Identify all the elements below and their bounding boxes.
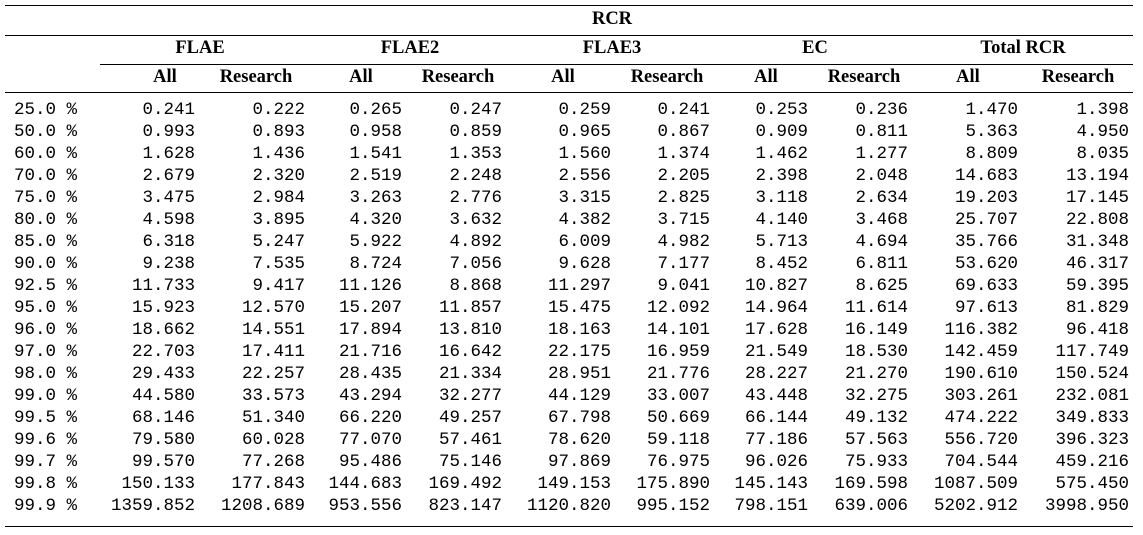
table-cell: 995.152 — [636, 496, 710, 516]
table-cell: 1.398 — [1076, 100, 1129, 120]
table-cell: 12.570 — [241, 298, 305, 318]
percentile-label: 97.0 % — [14, 342, 78, 362]
table-cell: 15.475 — [547, 298, 611, 318]
table-cell: 175.890 — [636, 474, 710, 494]
table-cell: 16.149 — [844, 320, 908, 340]
table-cell: 43.448 — [744, 386, 808, 406]
table-cell: 59.118 — [646, 430, 710, 450]
percentile-label: 99.6 % — [14, 430, 78, 450]
table-row — [5, 429, 1133, 451]
table-row — [5, 297, 1133, 319]
table-row — [5, 165, 1133, 187]
percentile-label: 50.0 % — [14, 122, 78, 142]
percentile-label: 80.0 % — [14, 210, 78, 230]
table-cell: 3.895 — [252, 210, 305, 230]
percentile-label: 96.0 % — [14, 320, 78, 340]
table-cell: 704.544 — [944, 452, 1018, 472]
table-cell: 556.720 — [944, 430, 1018, 450]
table-row — [5, 473, 1133, 495]
table-cell: 575.450 — [1055, 474, 1129, 494]
table-cell: 177.843 — [231, 474, 305, 494]
table-cell: 21.716 — [338, 342, 402, 362]
table-cell: 66.144 — [744, 408, 808, 428]
table-cell: 22.703 — [131, 342, 195, 362]
table-cell: 9.041 — [657, 276, 710, 296]
table-cell: 1087.509 — [933, 474, 1018, 494]
table-cell: 1.541 — [349, 144, 402, 164]
table-cell: 0.859 — [449, 122, 502, 142]
table-cell: 474.222 — [944, 408, 1018, 428]
table-cell: 8.452 — [755, 254, 808, 274]
group-header: FLAE3 — [582, 38, 642, 58]
table-cell: 4.892 — [449, 232, 502, 252]
table-cell: 31.348 — [1065, 232, 1129, 252]
table-cell: 32.277 — [438, 386, 502, 406]
table-cell: 2.398 — [755, 166, 808, 186]
table-cell: 21.549 — [744, 342, 808, 362]
table-cell: 76.975 — [646, 452, 710, 472]
table-row — [5, 319, 1133, 341]
percentile-label: 95.0 % — [14, 298, 78, 318]
header-rule — [5, 92, 1133, 93]
table-cell: 78.620 — [547, 430, 611, 450]
table-cell: 15.207 — [338, 298, 402, 318]
table-cell: 8.625 — [855, 276, 908, 296]
table-cell: 22.257 — [241, 364, 305, 384]
table-cell: 3.475 — [142, 188, 195, 208]
group-header: FLAE — [175, 38, 225, 58]
table-cell: 16.959 — [646, 342, 710, 362]
table-cell: 2.205 — [657, 166, 710, 186]
table-cell: 0.236 — [855, 100, 908, 120]
table-row — [5, 495, 1133, 517]
column-header: Research — [219, 67, 293, 87]
table-row — [5, 407, 1133, 429]
table-cell: 2.984 — [252, 188, 305, 208]
table-cell: 8.724 — [349, 254, 402, 274]
table-cell: 77.186 — [744, 430, 808, 450]
table-cell: 4.598 — [142, 210, 195, 230]
table-cell: 18.530 — [844, 342, 908, 362]
table-row — [5, 253, 1133, 275]
percentile-label: 99.8 % — [14, 474, 78, 494]
table-cell: 22.808 — [1065, 210, 1129, 230]
percentile-label: 70.0 % — [14, 166, 78, 186]
percentile-label: 25.0 % — [14, 100, 78, 120]
table-cell: 96.418 — [1065, 320, 1129, 340]
table-cell: 11.126 — [338, 276, 402, 296]
table-cell: 14.683 — [954, 166, 1018, 186]
table-cell: 0.253 — [755, 100, 808, 120]
table-cell: 190.610 — [944, 364, 1018, 384]
table-cell: 116.382 — [944, 320, 1018, 340]
table-cell: 60.028 — [241, 430, 305, 450]
table-cell: 3.468 — [855, 210, 908, 230]
table-cell: 17.628 — [744, 320, 808, 340]
table-cell: 19.203 — [954, 188, 1018, 208]
table-cell: 97.869 — [547, 452, 611, 472]
table-cell: 79.580 — [131, 430, 195, 450]
table-cell: 28.951 — [547, 364, 611, 384]
table-row — [5, 143, 1133, 165]
table-cell: 10.827 — [744, 276, 808, 296]
table-cell: 21.270 — [844, 364, 908, 384]
table-cell: 13.810 — [438, 320, 502, 340]
table-cell: 6.009 — [558, 232, 611, 252]
table-cell: 349.833 — [1055, 408, 1129, 428]
percentile-label: 75.0 % — [14, 188, 78, 208]
table-cell: 69.633 — [954, 276, 1018, 296]
table-cell: 66.220 — [338, 408, 402, 428]
table-row — [5, 187, 1133, 209]
percentile-label: 99.0 % — [14, 386, 78, 406]
table-cell: 9.628 — [558, 254, 611, 274]
table-cell: 8.035 — [1076, 144, 1129, 164]
table-row — [5, 99, 1133, 121]
table-cell: 0.965 — [558, 122, 611, 142]
table-cell: 3.263 — [349, 188, 402, 208]
table-cell: 32.275 — [844, 386, 908, 406]
column-header: Research — [1041, 67, 1115, 87]
table-cell: 99.570 — [131, 452, 195, 472]
table-cell: 3.315 — [558, 188, 611, 208]
table-cell: 1359.852 — [110, 496, 195, 516]
top-rule — [5, 5, 1133, 6]
column-header: All — [551, 67, 575, 87]
table-cell: 0.993 — [142, 122, 195, 142]
table-cell: 823.147 — [428, 496, 502, 516]
table-cell: 142.459 — [944, 342, 1018, 362]
table-cell: 28.435 — [338, 364, 402, 384]
table-cell: 169.598 — [834, 474, 908, 494]
table-cell: 22.175 — [547, 342, 611, 362]
table-cell: 75.933 — [844, 452, 908, 472]
table-cell: 2.825 — [657, 188, 710, 208]
column-header: All — [754, 67, 778, 87]
table-cell: 50.669 — [646, 408, 710, 428]
table-cell: 0.247 — [449, 100, 502, 120]
group-header: FLAE2 — [380, 38, 440, 58]
column-header: Research — [630, 67, 704, 87]
table-cell: 639.006 — [834, 496, 908, 516]
bottom-rule — [5, 526, 1133, 527]
table-cell: 2.634 — [855, 188, 908, 208]
table-row — [5, 209, 1133, 231]
table-cell: 144.683 — [328, 474, 402, 494]
table-cell: 16.642 — [438, 342, 502, 362]
percentile-label: 60.0 % — [14, 144, 78, 164]
table-cell: 95.486 — [338, 452, 402, 472]
table-cell: 9.417 — [252, 276, 305, 296]
table-cell: 11.857 — [438, 298, 502, 318]
percentile-label: 99.7 % — [14, 452, 78, 472]
percentile-label: 99.5 % — [14, 408, 78, 428]
table-cell: 1.560 — [558, 144, 611, 164]
table-cell: 3.632 — [449, 210, 502, 230]
table-cell: 28.227 — [744, 364, 808, 384]
table-cell: 17.145 — [1065, 188, 1129, 208]
table-cell: 7.535 — [252, 254, 305, 274]
table-cell: 3998.950 — [1044, 496, 1129, 516]
table-cell: 1120.820 — [526, 496, 611, 516]
percentile-label: 90.0 % — [14, 254, 78, 274]
percentile-label: 99.9 % — [14, 496, 78, 516]
table-cell: 5.247 — [252, 232, 305, 252]
table-cell: 17.894 — [338, 320, 402, 340]
table-cell: 77.070 — [338, 430, 402, 450]
table-cell: 150.133 — [121, 474, 195, 494]
table-cell: 53.620 — [954, 254, 1018, 274]
table-cell: 11.297 — [547, 276, 611, 296]
table-row — [5, 451, 1133, 473]
table-cell: 57.563 — [844, 430, 908, 450]
table-cell: 11.614 — [844, 298, 908, 318]
table-cell: 8.868 — [449, 276, 502, 296]
table-cell: 0.811 — [855, 122, 908, 142]
table-cell: 33.573 — [241, 386, 305, 406]
table-cell: 67.798 — [547, 408, 611, 428]
table-cell: 14.101 — [646, 320, 710, 340]
table-cell: 44.129 — [547, 386, 611, 406]
table-cell: 5202.912 — [933, 496, 1018, 516]
table-cell: 44.580 — [131, 386, 195, 406]
table-cell: 145.143 — [734, 474, 808, 494]
table-cell: 0.241 — [657, 100, 710, 120]
table-cell: 96.026 — [744, 452, 808, 472]
table-cell: 4.950 — [1076, 122, 1129, 142]
group-header: Total RCR — [980, 38, 1066, 58]
table-row — [5, 275, 1133, 297]
table-cell: 0.222 — [252, 100, 305, 120]
table-title: RCR — [591, 9, 633, 29]
table-cell: 4.694 — [855, 232, 908, 252]
table-cell: 14.551 — [241, 320, 305, 340]
table-cell: 3.715 — [657, 210, 710, 230]
table-cell: 169.492 — [428, 474, 502, 494]
table-cell: 5.713 — [755, 232, 808, 252]
table-cell: 21.776 — [646, 364, 710, 384]
table-cell: 14.964 — [744, 298, 808, 318]
table-cell: 25.707 — [954, 210, 1018, 230]
table-cell: 0.909 — [755, 122, 808, 142]
table-cell: 1208.689 — [220, 496, 305, 516]
column-header: Research — [827, 67, 901, 87]
table-cell: 15.923 — [131, 298, 195, 318]
table-cell: 0.265 — [349, 100, 402, 120]
table-cell: 2.320 — [252, 166, 305, 186]
table-cell: 97.613 — [954, 298, 1018, 318]
table-cell: 7.056 — [449, 254, 502, 274]
table-cell: 12.092 — [646, 298, 710, 318]
table-row — [5, 121, 1133, 143]
table-cell: 21.334 — [438, 364, 502, 384]
group-header: EC — [802, 38, 828, 58]
table-cell: 0.241 — [142, 100, 195, 120]
column-header: All — [153, 67, 177, 87]
table-cell: 9.238 — [142, 254, 195, 274]
table-cell: 1.353 — [449, 144, 502, 164]
table-cell: 396.323 — [1055, 430, 1129, 450]
table-cell: 35.766 — [954, 232, 1018, 252]
table-cell: 117.749 — [1055, 342, 1129, 362]
table-cell: 2.519 — [349, 166, 402, 186]
table-cell: 149.153 — [537, 474, 611, 494]
table-cell: 2.776 — [449, 188, 502, 208]
table-cell: 1.436 — [252, 144, 305, 164]
table-row — [5, 231, 1133, 253]
percentile-label: 92.5 % — [14, 276, 78, 296]
table-cell: 1.628 — [142, 144, 195, 164]
percentile-label: 98.0 % — [14, 364, 78, 384]
table-cell: 49.257 — [438, 408, 502, 428]
title-rule — [5, 35, 1133, 36]
table-cell: 57.461 — [438, 430, 502, 450]
table-cell: 68.146 — [131, 408, 195, 428]
table-cell: 4.320 — [349, 210, 402, 230]
table-cell: 5.363 — [965, 122, 1018, 142]
table-cell: 150.524 — [1055, 364, 1129, 384]
percentile-label: 85.0 % — [14, 232, 78, 252]
table-cell: 51.340 — [241, 408, 305, 428]
column-header: Research — [421, 67, 495, 87]
table-cell: 303.261 — [944, 386, 1018, 406]
table-row — [5, 363, 1133, 385]
table-cell: 459.216 — [1055, 452, 1129, 472]
group-rule — [100, 64, 1133, 65]
table-cell: 33.007 — [646, 386, 710, 406]
table-cell: 13.194 — [1065, 166, 1129, 186]
table-cell: 0.958 — [349, 122, 402, 142]
table-cell: 1.374 — [657, 144, 710, 164]
table-cell: 232.081 — [1055, 386, 1129, 406]
table-cell: 46.317 — [1065, 254, 1129, 274]
table-cell: 7.177 — [657, 254, 710, 274]
table-cell: 2.248 — [449, 166, 502, 186]
table-row — [5, 341, 1133, 363]
table-cell: 11.733 — [131, 276, 195, 296]
table-cell: 0.867 — [657, 122, 710, 142]
table-cell: 18.662 — [131, 320, 195, 340]
table-cell: 75.146 — [438, 452, 502, 472]
table-cell: 77.268 — [241, 452, 305, 472]
table-cell: 1.277 — [855, 144, 908, 164]
table-cell: 17.411 — [241, 342, 305, 362]
table-cell: 49.132 — [844, 408, 908, 428]
table-row — [5, 385, 1133, 407]
table-cell: 6.318 — [142, 232, 195, 252]
table-cell: 43.294 — [338, 386, 402, 406]
table-cell: 4.382 — [558, 210, 611, 230]
table-cell: 6.811 — [855, 254, 908, 274]
column-header: All — [349, 67, 373, 87]
table-cell: 81.829 — [1065, 298, 1129, 318]
table-cell: 18.163 — [547, 320, 611, 340]
table-cell: 1.470 — [965, 100, 1018, 120]
table-cell: 8.809 — [965, 144, 1018, 164]
table-cell: 59.395 — [1065, 276, 1129, 296]
table-cell: 3.118 — [755, 188, 808, 208]
column-header: All — [956, 67, 980, 87]
table-cell: 798.151 — [734, 496, 808, 516]
table-cell: 2.679 — [142, 166, 195, 186]
table-cell: 0.893 — [252, 122, 305, 142]
table-cell: 5.922 — [349, 232, 402, 252]
table-cell: 4.982 — [657, 232, 710, 252]
table-cell: 4.140 — [755, 210, 808, 230]
table-cell: 29.433 — [131, 364, 195, 384]
table-cell: 2.048 — [855, 166, 908, 186]
table-cell: 1.462 — [755, 144, 808, 164]
table-cell: 2.556 — [558, 166, 611, 186]
table-cell: 0.259 — [558, 100, 611, 120]
table-cell: 953.556 — [328, 496, 402, 516]
